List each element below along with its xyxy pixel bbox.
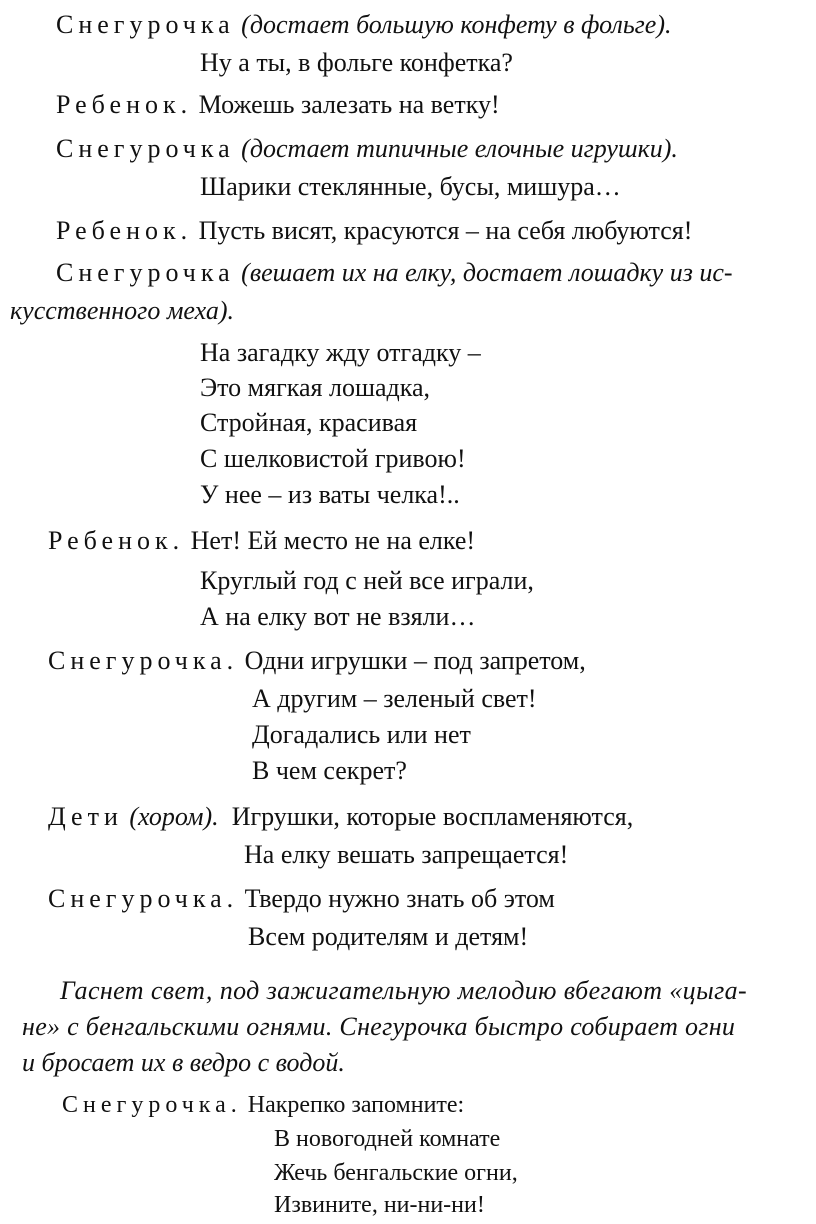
speaker-name: Снегурочка. xyxy=(48,884,239,913)
verse-line: Стройная, красивая xyxy=(200,408,418,437)
verse-line: Шарики стеклянные, бусы, мишура… xyxy=(200,172,621,201)
verse-line: Круглый год с ней все играли, xyxy=(200,566,534,595)
stage-note: (хором). xyxy=(129,802,219,831)
speaker-line xyxy=(56,10,672,40)
stage-note: (достает большую конфету в фольге). xyxy=(241,10,672,39)
speaker-name: Снегурочка xyxy=(56,134,235,163)
verse-text: Нет! Ей место не на елке! xyxy=(190,526,476,555)
verse-text: Твердо нужно знать об этом xyxy=(244,884,555,913)
speaker-name: Ребенок. xyxy=(48,526,185,555)
speaker-name: Ребенок. xyxy=(56,216,193,245)
speaker-name: Ребенок. xyxy=(56,90,193,119)
verse-text: Можешь залезать на ветку! xyxy=(198,90,500,119)
verse-line: У нее – из ваты челка!.. xyxy=(200,480,460,509)
stage-direction: Гаснет свет, под зажигательную мелодию вбегают «цыга- xyxy=(60,976,748,1005)
speaker-name: Снегурочка xyxy=(56,258,235,287)
verse-line: А на елку вот не взяли… xyxy=(200,602,476,631)
verse-line: Это мягкая лошадка, xyxy=(200,373,431,402)
verse-text: Одни игрушки – под запретом, xyxy=(244,646,586,675)
verse-text: Пусть висят, красуются – на себя любуются! xyxy=(198,216,693,245)
speaker-name: Снегурочка. xyxy=(62,1092,242,1118)
speaker-line xyxy=(56,134,678,164)
speaker-line xyxy=(48,526,475,556)
speaker-name: Снегурочка. xyxy=(48,646,239,675)
speaker-line xyxy=(48,646,586,676)
stage-note: (достает типичные елочные игрушки). xyxy=(241,134,678,163)
speaker-line xyxy=(62,1090,464,1120)
verse-line: В новогодней комнате xyxy=(274,1126,501,1152)
verse-line: Всем родителям и детям! xyxy=(248,922,529,951)
verse-line: Жечь бенгальские огни, xyxy=(274,1160,518,1186)
verse-line: Догадались или нет xyxy=(252,720,471,749)
verse-line: На елку вешать запрещается! xyxy=(244,840,569,869)
verse-text: Игрушки, которые воспламеняются, xyxy=(231,802,634,831)
stage-direction: и бросает их в ведро с водой. xyxy=(22,1048,345,1077)
verse-line: На загадку жду отгадку – xyxy=(200,338,481,367)
verse-line: А другим – зеленый свет! xyxy=(252,684,537,713)
speaker-line xyxy=(56,216,692,246)
verse-line: Извините, ни-ни-ни! xyxy=(274,1192,485,1218)
speaker-name: Дети xyxy=(48,802,123,831)
stage-note: (вешает их на елку, достает лошадку из ис- xyxy=(241,258,733,287)
speaker-name: Снегурочка xyxy=(56,10,235,39)
verse-line: Ну а ты, в фольге конфетка? xyxy=(200,48,513,77)
speaker-line xyxy=(48,884,555,914)
verse-line: В чем секрет? xyxy=(252,756,407,785)
stage-direction: не» с бенгальскими огнями. Снегурочка быстро собирает огни xyxy=(22,1012,736,1041)
verse-text: Накрепко запомните: xyxy=(247,1092,465,1118)
stage-note: кусственного меха). xyxy=(10,296,234,325)
speaker-line xyxy=(48,802,633,832)
verse-line: С шелковистой гривою! xyxy=(200,444,466,473)
speaker-line xyxy=(56,90,500,120)
speaker-line xyxy=(56,258,733,288)
